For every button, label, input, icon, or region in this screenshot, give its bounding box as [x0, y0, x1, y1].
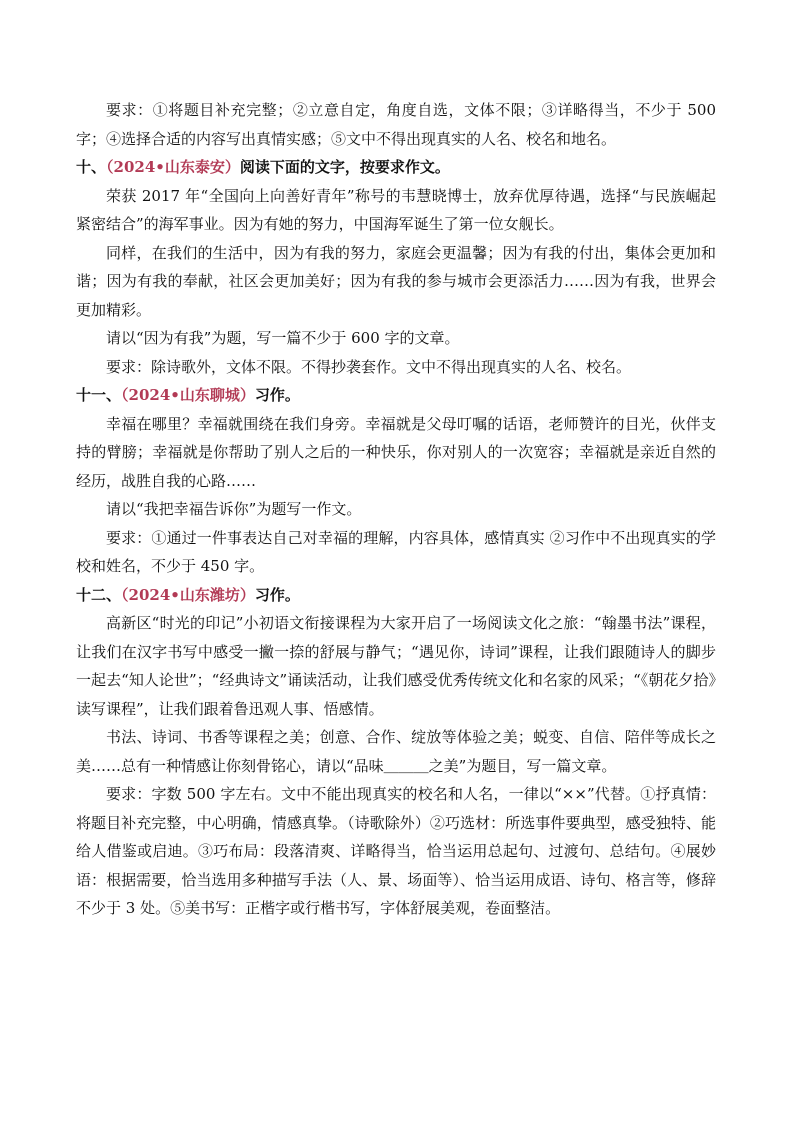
question-heading-10	[76, 153, 716, 182]
prompt-paragraph: 高新区“时光的印记”小初语文衔接课程为大家开启了一场阅读文化之旅：“翰墨书法”课程，让我们在汉字书写中感受一撇一捺的舒展与静气；“遇见你，诗词”课程，让我们跟随诗人的脚步一起去“知人论世”；“经典诗文”诵读活动，让我们感受优秀传统文化和名家的风采；“《朝花夕拾》读写课程”，让我们跟着鲁迅观人事、悟感情。	[76, 614, 716, 718]
question-task: 阅读下面的文字，按要求作文。	[239, 158, 450, 176]
question-number: 十二、	[76, 585, 122, 604]
question-number: 十一、	[76, 386, 122, 404]
question-heading-11	[76, 381, 716, 410]
source-close-paren: ）	[239, 585, 255, 604]
question-task: 习作。	[254, 585, 300, 604]
source-dot: •	[155, 158, 165, 176]
prompt-paragraph: 请以“因为有我”为题，写一篇不少于 600 字的文章。	[106, 329, 460, 347]
source-open-paren: （	[121, 386, 129, 404]
requirement-paragraph: 要求：①将题目补充完整；②立意自定，角度自选，文体不限；③详略得当，不少于 500 字；④选择合适的内容写出真情实感；⑤文中不得出现真实的人名、校名和地名。	[76, 101, 716, 148]
question-number: 十、	[76, 158, 107, 176]
source-close-paren: ）	[239, 386, 255, 404]
source-place: 山东泰安	[164, 158, 225, 176]
question-task: 习作。	[254, 386, 300, 404]
prompt-paragraph: 书法、诗词、书香等课程之美；创意、合作、绽放等体验之美；蜕变、自信、陪伴等成长之美……总有一种情感让你刻骨铭心，请以“品味＿＿＿之美”为题目，写一篇文章。	[76, 728, 716, 775]
document-content	[76, 96, 716, 923]
source-open-paren: （	[121, 585, 129, 604]
source-year: 2024	[113, 158, 156, 176]
source-dot: •	[170, 386, 180, 404]
prompt-paragraph: 荣获 2017 年“全国向上向善好青年”称号的韦慧晓博士，放弃优厚待遇，选择“与民族崛起紧密结合”的海军事业。因为有她的努力，中国海军诞生了第一位女舰长。	[76, 186, 716, 233]
source-place: 山东潍坊	[179, 585, 240, 604]
source-year: 2024	[128, 585, 171, 604]
source-dot: •	[170, 585, 180, 604]
source-open-paren: （	[106, 158, 114, 176]
prompt-paragraph: 幸福在哪里？幸福就围绕在我们身旁。幸福就是父母叮嘱的话语，老师赞许的目光，伙伴支持的臂膀；幸福就是你帮助了别人之后的一种快乐，你对别人的一次宽容；幸福就是亲近自然的经历，战胜自我的心路……	[76, 414, 716, 490]
requirement-paragraph: 要求：除诗歌外，文体不限。不得抄袭套作。文中不得出现真实的人名、校名。	[106, 357, 632, 376]
prompt-paragraph: 请以“我把幸福告诉你”为题写一作文。	[106, 500, 362, 518]
source-close-paren: ）	[224, 158, 240, 176]
question-heading-12	[76, 581, 716, 610]
source-place: 山东聊城	[179, 386, 240, 404]
source-year: 2024	[128, 386, 171, 404]
requirement-paragraph: 要求：①通过一件事表达自己对幸福的理解，内容具体，感情真实 ②习作中不出现真实的学校和姓名，不少于 450 字。	[76, 528, 716, 575]
requirement-paragraph: 要求：字数 500 字左右。文中不能出现真实的校名和人名，一律以“××”代替。①抒真情：将题目补充完整，中心明确，情感真挚。（诗歌除外）②巧选材：所选事件要典型，感受独特、能给人借鉴或启迪。③巧布局：段落清爽、详略得当，恰当运用总起句、过渡句、总结句。④展妙语：根据需要，恰当选用多种描写手法（人、景、场面等）、恰当运用成语、诗句、格言等，修辞不少于 3 处。⑤美书写：正楷字或行楷书写，字体舒展美观，卷面整洁。	[76, 785, 716, 917]
prompt-paragraph: 同样，在我们的生活中，因为有我的努力，家庭会更温馨；因为有我的付出，集体会更加和谐；因为有我的奉献，社区会更加美好；因为有我的参与城市会更添活力……因为有我，世界会更加精彩。	[76, 243, 716, 319]
